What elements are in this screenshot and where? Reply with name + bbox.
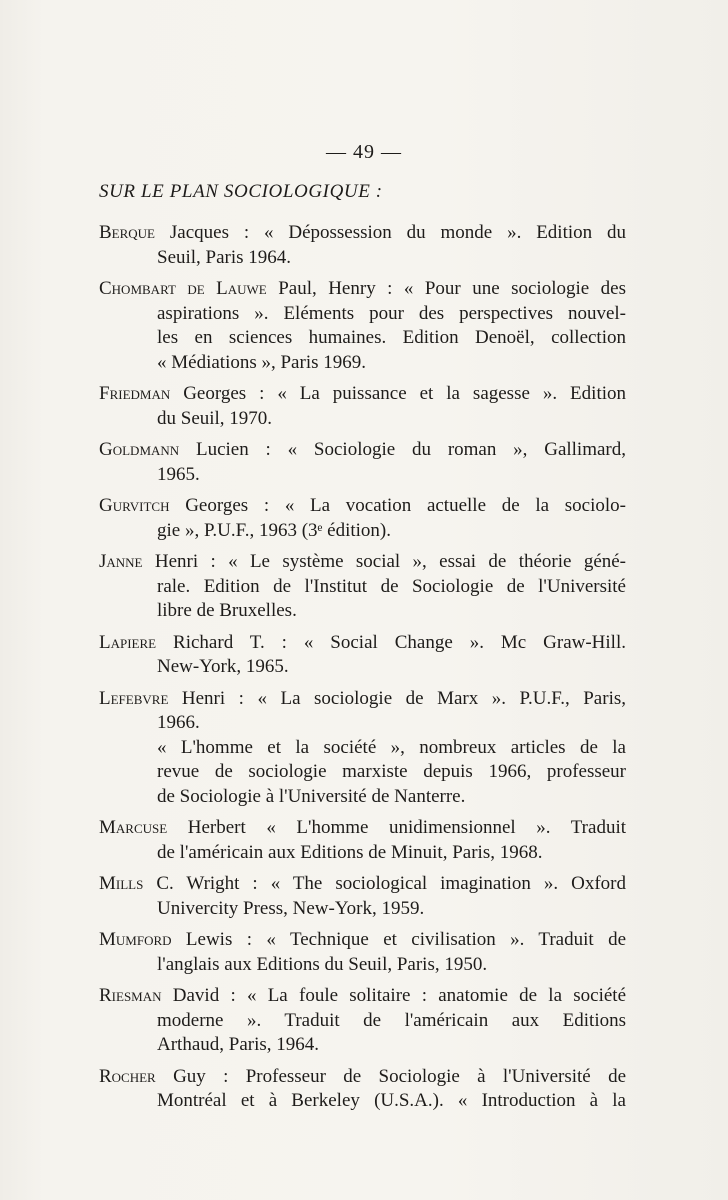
entry-text: Paul, Henry : « Pour une sociologie des [278, 278, 626, 299]
entry-continuation-line [99, 1089, 626, 1114]
page-number: — 49 — [326, 141, 402, 163]
entry-first-line [99, 382, 626, 407]
author-surname: Goldmann [99, 439, 180, 460]
entry-continuation-line [99, 736, 626, 761]
entry-text: libre de Bruxelles. [157, 600, 297, 621]
entry-first-line [99, 221, 626, 246]
author-surname: Lapiere [99, 631, 157, 653]
bibliography-entry [99, 928, 626, 977]
entry-text: de l'américain aux Editions de Minuit, Paris, 1968. [157, 841, 543, 863]
bibliography-entry [99, 984, 626, 1058]
entry-text: les en sciences humaines. Edition Denoël, collection [157, 327, 626, 348]
author-surname: Mills [99, 873, 144, 894]
bibliography-entry [99, 872, 626, 921]
entry-continuation-line [99, 463, 626, 488]
entry-text: 1965. [157, 463, 200, 485]
entry-first-line [99, 1065, 626, 1090]
author-surname: Janne [99, 551, 143, 572]
author-surname: Berque [99, 222, 156, 243]
entry-first-line [99, 984, 626, 1009]
entry-text: Jacques : « Dépossession du monde ». Edition du [169, 222, 627, 243]
entry-continuation-line [99, 246, 626, 271]
entry-text: Montréal et à Berkeley (U.S.A.). « Introduction à la [157, 1090, 626, 1111]
entry-text: Henri : « Le système social », essai de théorie géné- [154, 551, 627, 572]
entry-first-line [99, 928, 626, 953]
entry-text: David : « La foule solitaire : anatomie de la société [172, 985, 626, 1006]
entry-text: gie », P.U.F., 1963 (3ᵉ édition). [157, 519, 391, 541]
bibliography-entry [99, 1065, 626, 1114]
bibliography-entry [99, 277, 626, 375]
entry-continuation-line [99, 599, 626, 624]
entry-text: rale. Edition de l'Institut de Sociologie de l'Université [157, 575, 626, 597]
entry-text: Arthaud, Paris, 1964. [157, 1034, 320, 1055]
entry-continuation-line [99, 897, 626, 922]
bibliography-entry [99, 438, 626, 487]
entry-text: C. Wright : « The sociological imagination ». Oxford [156, 873, 626, 894]
entry-text: « L'homme et la société », nombreux articles de la [157, 736, 626, 758]
entry-text: revue de sociologie marxiste depuis 1966, professeur [157, 761, 626, 782]
entry-text: Seuil, Paris 1964. [157, 246, 292, 268]
entry-text: l'anglais aux Editions du Seuil, Paris, 1950. [157, 953, 488, 975]
entry-first-line [99, 872, 626, 897]
bibliography-entry [99, 687, 626, 810]
entry-first-line [99, 277, 626, 302]
entry-first-line [99, 438, 626, 463]
entry-text: Guy : Professeur de Sociologie à l'Université de [173, 1065, 627, 1087]
entry-continuation-line [99, 407, 626, 432]
author-surname: Riesman [99, 985, 162, 1006]
entry-first-line [99, 550, 626, 575]
bibliography-entry [99, 816, 626, 865]
entry-continuation-line [99, 519, 626, 544]
entry-text: Herbert « L'homme unidimensionnel ». Traduit [187, 817, 627, 838]
entry-text: moderne ». Traduit de l'américain aux Editions [157, 1009, 626, 1031]
entry-text: Georges : « La vocation actuelle de la sociolo- [185, 495, 627, 516]
bibliography-entry [99, 221, 626, 270]
bibliography-entry [99, 382, 626, 431]
entry-text: aspirations ». Eléments pour des perspectives nouvel- [157, 302, 626, 324]
author-surname: Friedman [99, 383, 171, 404]
author-surname: Gurvitch [99, 495, 170, 516]
entry-continuation-line [99, 351, 626, 376]
entry-first-line [99, 687, 626, 712]
entry-continuation-line [99, 655, 626, 680]
entry-continuation-line [99, 953, 626, 978]
bibliography-entry [99, 494, 626, 543]
entry-continuation-line [99, 1009, 626, 1034]
entry-text: Lucien : « Sociologie du roman », Gallimard, [195, 439, 626, 460]
entry-text: Georges : « La puissance et la sagesse ». Edition [183, 383, 626, 404]
entry-first-line [99, 631, 626, 656]
bibliography-entry [99, 550, 626, 624]
entry-continuation-line [99, 326, 626, 351]
entry-text: 1966. [157, 712, 200, 733]
entry-continuation-line [99, 711, 626, 736]
entry-first-line [99, 816, 626, 841]
entry-text: du Seuil, 1970. [157, 407, 273, 429]
author-surname: Marcuse [99, 817, 168, 838]
bibliography-list [99, 221, 626, 1121]
entry-continuation-line [99, 785, 626, 810]
author-surname: Mumford [99, 929, 172, 950]
entry-continuation-line [99, 841, 626, 866]
author-surname: Chombart de Lauwe [99, 278, 267, 299]
entry-text: New-York, 1965. [157, 656, 289, 677]
entry-continuation-line [99, 760, 626, 785]
bibliography-entry [99, 631, 626, 680]
entry-continuation-line [99, 575, 626, 600]
entry-text: Univercity Press, New-York, 1959. [157, 897, 425, 919]
section-heading: SUR LE PLAN SOCIOLOGIQUE : [99, 181, 383, 202]
author-surname: Lefebvre [99, 687, 169, 709]
entry-text: Henri : « La sociologie de Marx ». P.U.F., Paris, [181, 687, 626, 709]
entry-first-line [99, 494, 626, 519]
entry-text: « Médiations », Paris 1969. [157, 351, 366, 373]
entry-text: de Sociologie à l'Université de Nanterre. [157, 785, 466, 807]
entry-text: Richard T. : « Social Change ». Mc Graw-Hill. [173, 631, 626, 653]
entry-continuation-line [99, 1033, 626, 1058]
entry-text: Lewis : « Technique et civilisation ». Traduit de [185, 929, 626, 950]
author-surname: Rocher [99, 1065, 156, 1087]
entry-continuation-line [99, 302, 626, 327]
